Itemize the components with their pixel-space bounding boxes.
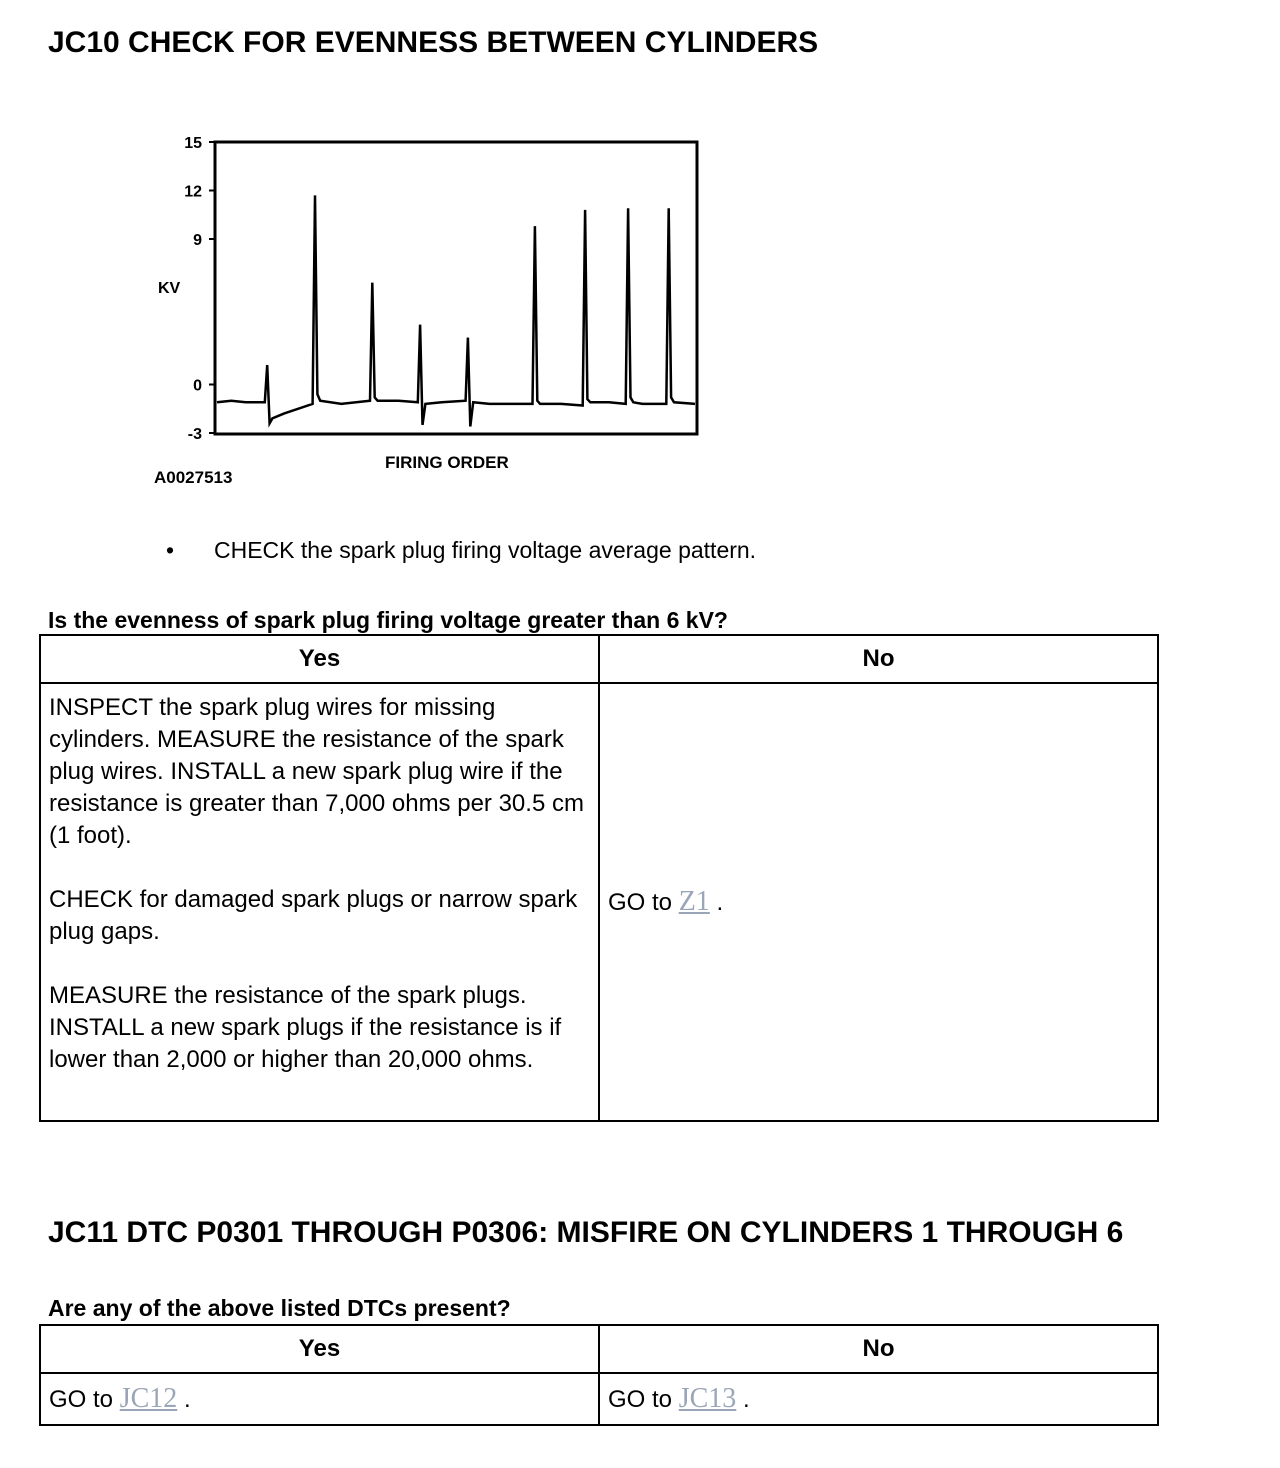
yes-header: Yes: [40, 1325, 599, 1373]
yes-paragraph-2: CHECK for damaged spark plugs or narrow spark plug gaps.: [49, 886, 578, 945]
figure-id-label: A0027513: [154, 468, 233, 487]
decision-table-jc11: [39, 1324, 1159, 1426]
yes-cell: [40, 1373, 599, 1425]
link-z1[interactable]: Z1: [678, 886, 710, 917]
link-jc12[interactable]: JC12: [119, 1383, 178, 1414]
decision-table-jc10: [39, 634, 1159, 1122]
chart-y-axis-label: KV: [158, 280, 181, 297]
bullet-text: CHECK the spark plug firing voltage average pattern.: [214, 537, 757, 563]
yes-goto-suffix: .: [183, 1386, 191, 1413]
section-title-jc10: JC10 CHECK FOR EVENNESS BETWEEN CYLINDERS: [48, 26, 819, 59]
no-header: No: [599, 1325, 1158, 1373]
question-jc10: Is the evenness of spark plug firing voltage greater than 6 kV?: [48, 607, 728, 633]
table-header-row: [40, 1325, 1158, 1373]
chart-y-tick-label: 9: [193, 232, 202, 249]
no-cell: [599, 683, 1158, 1121]
no-goto-suffix: .: [716, 889, 724, 916]
chart-x-axis-label: FIRING ORDER: [385, 453, 509, 472]
yes-paragraph-1: INSPECT the spark plug wires for missing cylinders. MEASURE the resistance of the spark plug wires. INSTALL a new spark plug wire if the resistance is greater than 7,000 ohms per 30.5 cm (1 foot).: [49, 694, 584, 849]
no-header: No: [599, 635, 1158, 683]
table-row: [40, 1373, 1158, 1425]
chart-y-tick-label: 12: [184, 183, 202, 201]
chart-y-tick-label: 0: [193, 377, 202, 395]
yes-header: Yes: [40, 635, 599, 683]
link-jc13[interactable]: JC13: [678, 1383, 737, 1414]
chart-series-line: [217, 195, 695, 426]
chart-y-tick-label: 15: [184, 135, 202, 152]
chart-y-tick-label: -3: [187, 426, 202, 443]
firing-voltage-chart: [140, 126, 740, 496]
chart-svg: [140, 126, 740, 496]
bullet-dot: •: [166, 537, 175, 563]
no-goto-suffix: .: [742, 1386, 750, 1413]
no-cell: [599, 1373, 1158, 1425]
yes-cell: [40, 683, 599, 1121]
no-goto-prefix: GO to: [608, 1386, 673, 1413]
section-title-jc11: JC11 DTC P0301 THROUGH P0306: MISFIRE ON CYLINDERS 1 THROUGH 6: [48, 1216, 1124, 1249]
no-goto-prefix: GO to: [608, 889, 673, 916]
question-jc11: Are any of the above listed DTCs present?: [48, 1295, 511, 1321]
table-row: [40, 683, 1158, 1121]
table-header-row: [40, 635, 1158, 683]
yes-goto-prefix: GO to: [49, 1386, 114, 1413]
yes-paragraph-3: MEASURE the resistance of the spark plugs. INSTALL a new spark plugs if the resistance is if lower than 2,000 or higher than 20,000 ohms.: [49, 982, 562, 1073]
